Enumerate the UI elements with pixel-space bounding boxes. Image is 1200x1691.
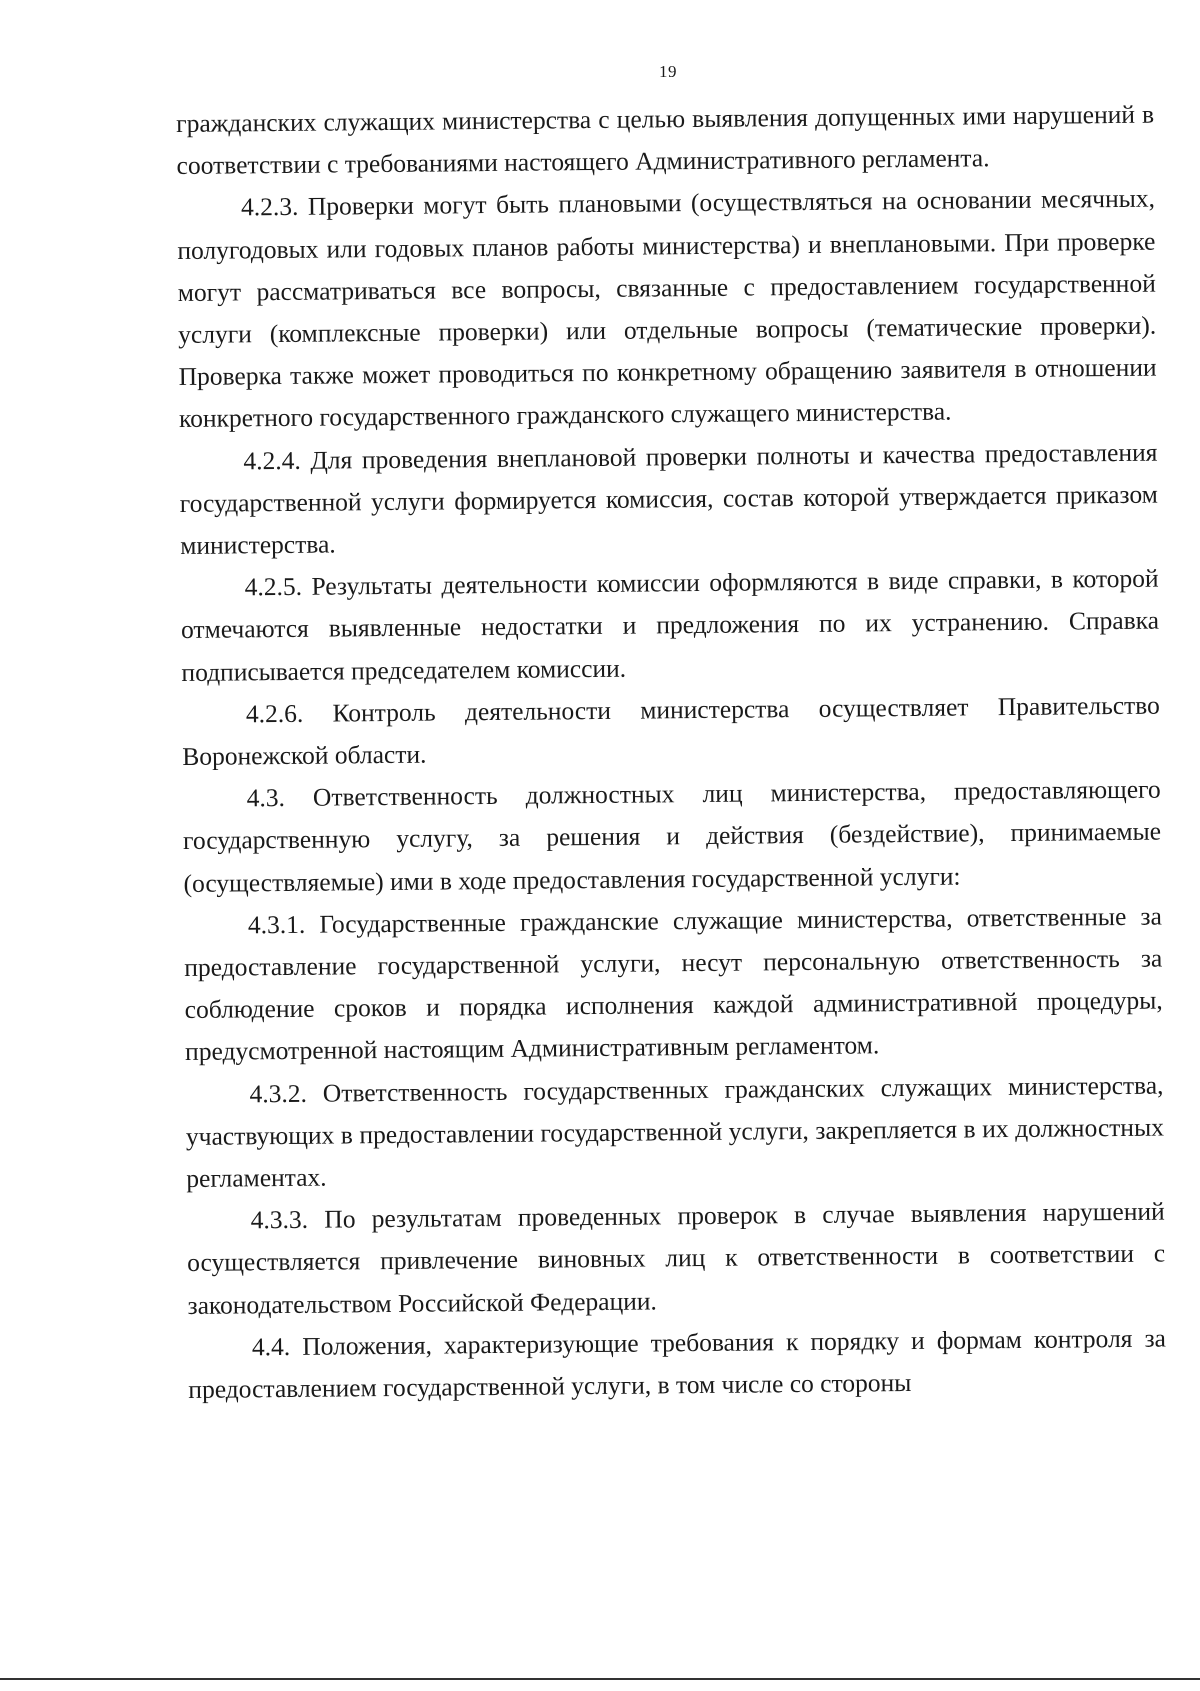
paragraph-4-2-4: 4.2.4. Для проведения внеплановой проверки полноты и качества предоставления государственной услуги формируется комиссия, состав которой утверждается приказом министерства.: [179, 437, 1158, 561]
paragraph-4-2-5: 4.2.5. Результаты деятельности комиссии оформляются в виде справки, в которой отмечаются выявленные недостатки и предложения по их устранению. Справка подписывается председателем комиссии.: [180, 563, 1160, 687]
paragraph-4-3-3: 4.3.3. По результатам проведенных проверок в случае выявления нарушений осуществляется привлечение виновных лиц к ответственности в соответствии с законодательством Российской Федерации.: [186, 1196, 1166, 1320]
paragraph-4-3: 4.3. Ответственность должностных лиц министерства, предоставляющего государственную услугу, за решения и действия (бездействие), принимаемые (осуществляемые) ими в ходе предоставления государственной услуги:: [182, 774, 1162, 898]
scan-bottom-edge-line: [0, 1678, 1200, 1680]
paragraph-continuation: гражданских служащих министерства с целью выявления допущенных ими нарушений в соответствии с требованиями настоящего Административного регламента.: [176, 99, 1155, 181]
paragraph-4-3-2: 4.3.2. Ответственность государственных гражданских служащих министерства, участвующих в предоставлении государственной услуги, закрепляется в их должностных регламентах.: [185, 1070, 1165, 1194]
paragraph-4-2-3: 4.2.3. Проверки могут быть плановыми (осуществляться на основании месячных, полугодовых или годовых планов работы министерства) и внеплановыми. При проверке могут рассматриваться все вопросы, связанные с предоставлением государственной услуги (комплексные проверки) или отдельные вопросы (тематические проверки). Проверка также может проводиться по конкретному обращению заявителя в отношении конкретного государственного гражданского служащего министерства.: [177, 184, 1157, 434]
paragraph-4-4: 4.4. Положения, характеризующие требования к порядку и формам контроля за предоставлением государственной услуги, в том числе со стороны: [188, 1323, 1167, 1405]
paragraph-4-2-6: 4.2.6. Контроль деятельности министерства осуществляет Правительство Воронежской области.: [182, 690, 1160, 772]
document-body: [176, 94, 1167, 1412]
page-number: 19: [659, 62, 677, 81]
paragraph-4-3-1: 4.3.1. Государственные гражданские служащие министерства, ответственные за предоставление государственной услуги, несут персональную ответственность за соблюдение сроков и порядка исполнения каждой административной процедуры, предусмотренной настоящим Административным регламентом.: [184, 901, 1163, 1067]
